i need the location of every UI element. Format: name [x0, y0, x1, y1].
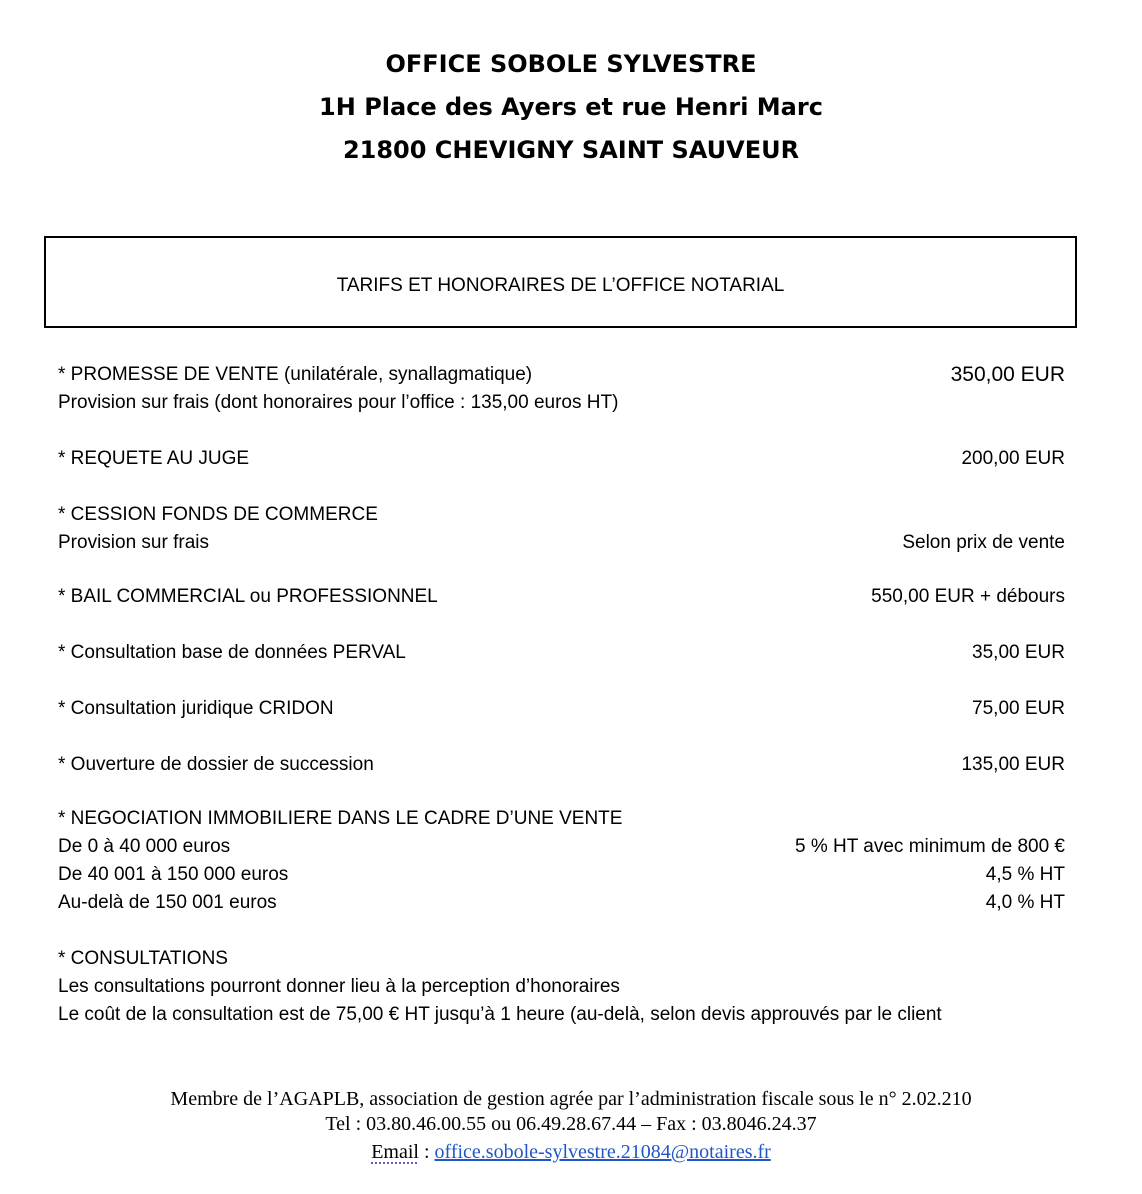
- tariff-detail-row: [58, 389, 1065, 417]
- tariff-detail-text: Le coût de la consultation est de 75,00 € HT jusqu’à 1 heure (au-delà, selon devis approuvés par le client: [58, 1004, 942, 1025]
- tariff-label: * BAIL COMMERCIAL ou PROFESSIONNEL: [58, 586, 438, 607]
- tariff-price: 4,5 % HT: [985, 864, 1065, 885]
- tariff-label: * CESSION FONDS DE COMMERCE: [58, 504, 378, 525]
- tariff-price: 75,00 EUR: [972, 698, 1065, 719]
- tariff-detail-row: [58, 1001, 1065, 1029]
- tariff-label: * CONSULTATIONS: [58, 948, 228, 969]
- tariff-detail-text: Les consultations pourront donner lieu à la perception d’honoraires: [58, 976, 620, 997]
- tariff-price: 200,00 EUR: [961, 448, 1065, 469]
- footer-phone: Tel : 03.80.46.00.55 ou 06.49.28.67.44 – Fax : 03.8046.24.37: [325, 1113, 817, 1135]
- tariff-price: 550,00 EUR + débours: [871, 586, 1065, 607]
- tariff-row-bail-commercial: [58, 583, 1065, 611]
- tariff-price: 350,00 EUR: [950, 363, 1065, 386]
- tariff-detail-row: [58, 973, 1065, 1001]
- tariff-detail-text: De 40 001 à 150 000 euros: [58, 864, 289, 885]
- tariff-price: 135,00 EUR: [961, 754, 1065, 775]
- tariff-row-cridon: [58, 695, 1065, 723]
- tariff-row-succession: [58, 751, 1065, 779]
- tariff-row-requete-juge: [58, 445, 1065, 473]
- tariff-detail-row: [58, 861, 1065, 889]
- tariff-detail-text: De 0 à 40 000 euros: [58, 836, 231, 857]
- tariff-row-perval: [58, 639, 1065, 667]
- title-box: [44, 236, 1077, 328]
- tariff-row-promesse-vente: [58, 361, 1065, 389]
- tariff-label: * PROMESSE DE VENTE (unilatérale, synallagmatique): [58, 364, 533, 385]
- email-label: Email: [371, 1141, 419, 1163]
- tariff-row-consultations: [58, 945, 1065, 973]
- tariff-price: Selon prix de vente: [902, 532, 1065, 553]
- tariff-label: * NEGOCIATION IMMOBILIERE DANS LE CADRE D’UNE VENTE: [58, 808, 623, 829]
- office-address-street: 1H Place des Ayers et rue Henri Marc: [319, 93, 823, 121]
- tariff-price: 4,0 % HT: [985, 892, 1065, 913]
- tariff-detail-text: Au-delà de 150 001 euros: [58, 892, 277, 913]
- tariff-label: * Ouverture de dossier de succession: [58, 754, 374, 775]
- tariff-price: 5 % HT avec minimum de 800 €: [795, 836, 1065, 857]
- tariff-detail-row: [58, 889, 1065, 917]
- tariff-label: * Consultation base de données PERVAL: [58, 642, 406, 663]
- footer-email-line: [0, 1139, 1142, 1165]
- tariff-price: 35,00 EUR: [972, 642, 1065, 663]
- tariff-label: * REQUETE AU JUGE: [58, 448, 250, 469]
- tariff-detail-row: [58, 529, 1065, 557]
- tariff-detail-row: [58, 833, 1065, 861]
- footer-membership: Membre de l’AGAPLB, association de gestion agrée par l’administration fiscale sous le n° 2.02.210: [170, 1088, 972, 1110]
- page-title: TARIFS ET HONORAIRES DE L’OFFICE NOTARIAL: [336, 275, 785, 296]
- tariff-detail-text: Provision sur frais (dont honoraires pour l’office : 135,00 euros HT): [58, 392, 619, 413]
- office-address-city: 21800 CHEVIGNY SAINT SAUVEUR: [342, 136, 800, 164]
- email-separator: :: [418, 1141, 435, 1163]
- email-link[interactable]: office.sobole-sylvestre.21084@notaires.fr: [434, 1141, 771, 1163]
- tariff-row-negociation: [58, 805, 1065, 833]
- tariff-label: * Consultation juridique CRIDON: [58, 698, 334, 719]
- office-name: OFFICE SOBOLE SYLVESTRE: [385, 50, 757, 78]
- tariff-detail-text: Provision sur frais: [58, 532, 209, 553]
- tariff-row-cession-fonds: [58, 501, 1065, 529]
